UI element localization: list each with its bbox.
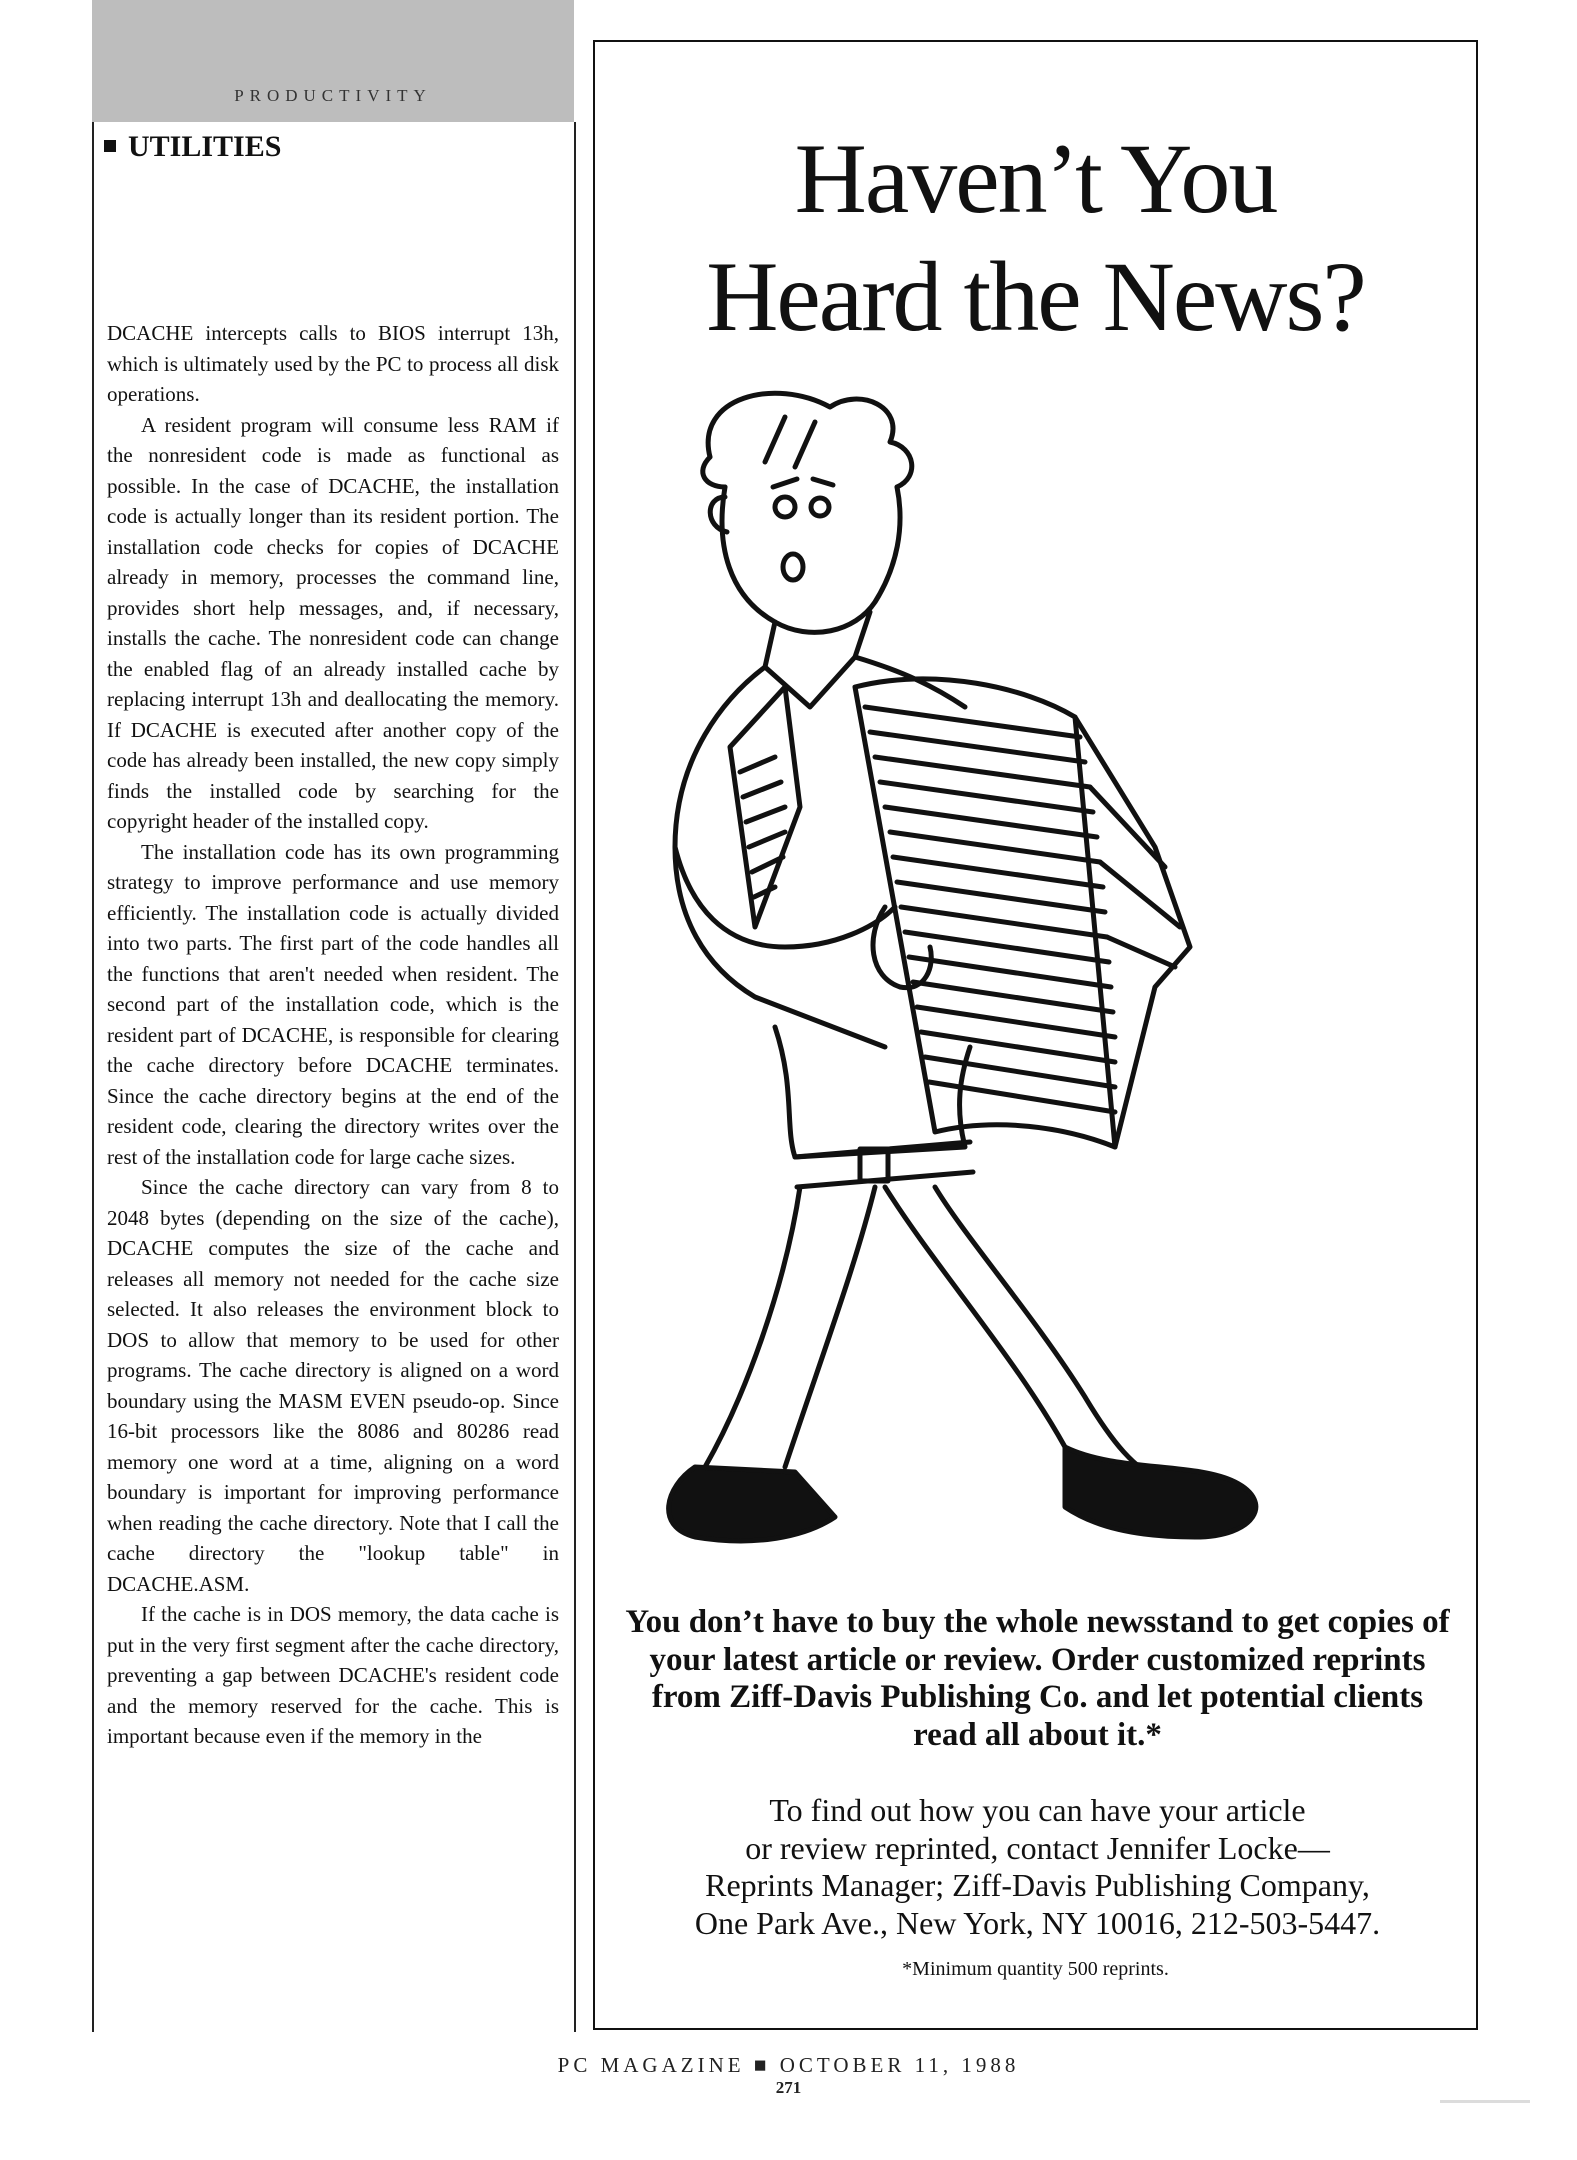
ad-contact-line: To find out how you can have your article (769, 1792, 1306, 1828)
section-title-text: UTILITIES (128, 130, 282, 163)
ad-headline-line-2: Heard the News? (706, 241, 1365, 352)
bullet-square-icon (104, 140, 116, 152)
left-column-rule (92, 122, 94, 2032)
article-paragraph: A resident program will consume less RAM if the nonresident code is made as functional as possible. In the case of DCACHE, the installation code is actually longer than its resident portion. The installation code checks for copies of DCACHE already in memory, processes the command line, provides short help messages, and, if necessary, installs the cache. The nonresident code can change the enabled flag of an already installed cache by replacing interrupt 13h and deallocating the memory. If DCACHE is executed after another copy of the code has already been installed, the new copy simply finds the installed code by searching for the copyright header of the installed copy. (107, 412, 559, 833)
article-paragraph: Since the cache directory can vary from 8 to 2048 bytes (depending on the size of the cache), DCACHE computes the size of the cache and releases all memory not needed for the cache size selected. It also releases the environment block to DOS to allow that memory to be used for other programs. The cache directory is aligned on a word boundary using the MASM EVEN pseudo-op. Since 16-bit processors like the 8086 and 80286 read memory one word at a time, aligning on a word boundary is important for improving performance when reading the cache directory. Note that I call the cache directory the "lookup table" in DCACHE.ASM. (107, 1175, 559, 1596)
column-divider-rule (574, 122, 576, 2032)
scan-edge-mark (1440, 2100, 1530, 2103)
ad-footnote: *Minimum quantity 500 reprints. (902, 1958, 1169, 1980)
section-title (104, 130, 281, 164)
ad-headline-line-1: Haven’t You (794, 123, 1277, 234)
article-paragraph: If the cache is in DOS memory, the data cache is put in the very first segment after the cache directory, preventing a gap between DCACHE's resident code and the memory reserved for the cache. This is important because even if the memory in the (107, 1602, 559, 1748)
ad-contact-line: One Park Ave., New York, NY 10016, 212-503-5447. (694, 1904, 1381, 1941)
section-kicker: PRODUCTIVITY (234, 86, 432, 105)
ad-headline (595, 120, 1476, 356)
ad-contact-block (625, 1792, 1450, 1942)
article-paragraph: DCACHE intercepts calls to BIOS interrupt 13h, which is ultimately used by the PC to process all disk operations. (107, 321, 559, 406)
ad-contact-line: or review reprinted, contact Jennifer Locke— (745, 1829, 1330, 1866)
article-paragraph: The installation code has its own programming strategy to improve performance and use memory efficiently. The installation code is actually divided into two parts. The first part of the code handles all the functions that aren't needed when resident. The second part of the installation code, which is the resident part of DCACHE, is responsible for clearing the cache directory before DCACHE terminates. Since the cache directory begins at the end of the resident code, clearing the directory writes over the rest of the installation code for large cache sizes. (107, 839, 559, 1169)
article-column (107, 318, 559, 2033)
page-footer: PC MAGAZINE ■ OCTOBER 11, 1988 (557, 2053, 1020, 2077)
reprints-advertisement (593, 40, 1478, 2030)
ad-contact-line: Reprints Manager; Ziff-Davis Publishing Company, (705, 1867, 1370, 1903)
page-number: 271 (775, 2078, 802, 2097)
ad-body-copy: You don’t have to buy the whole newsstand to get copies of your latest article or review. Order customized reprints from Ziff-Davis Publishing Co. and let potential clients read all about it.* (625, 1604, 1450, 1753)
man-carrying-magazines-illustration (635, 387, 1440, 1622)
